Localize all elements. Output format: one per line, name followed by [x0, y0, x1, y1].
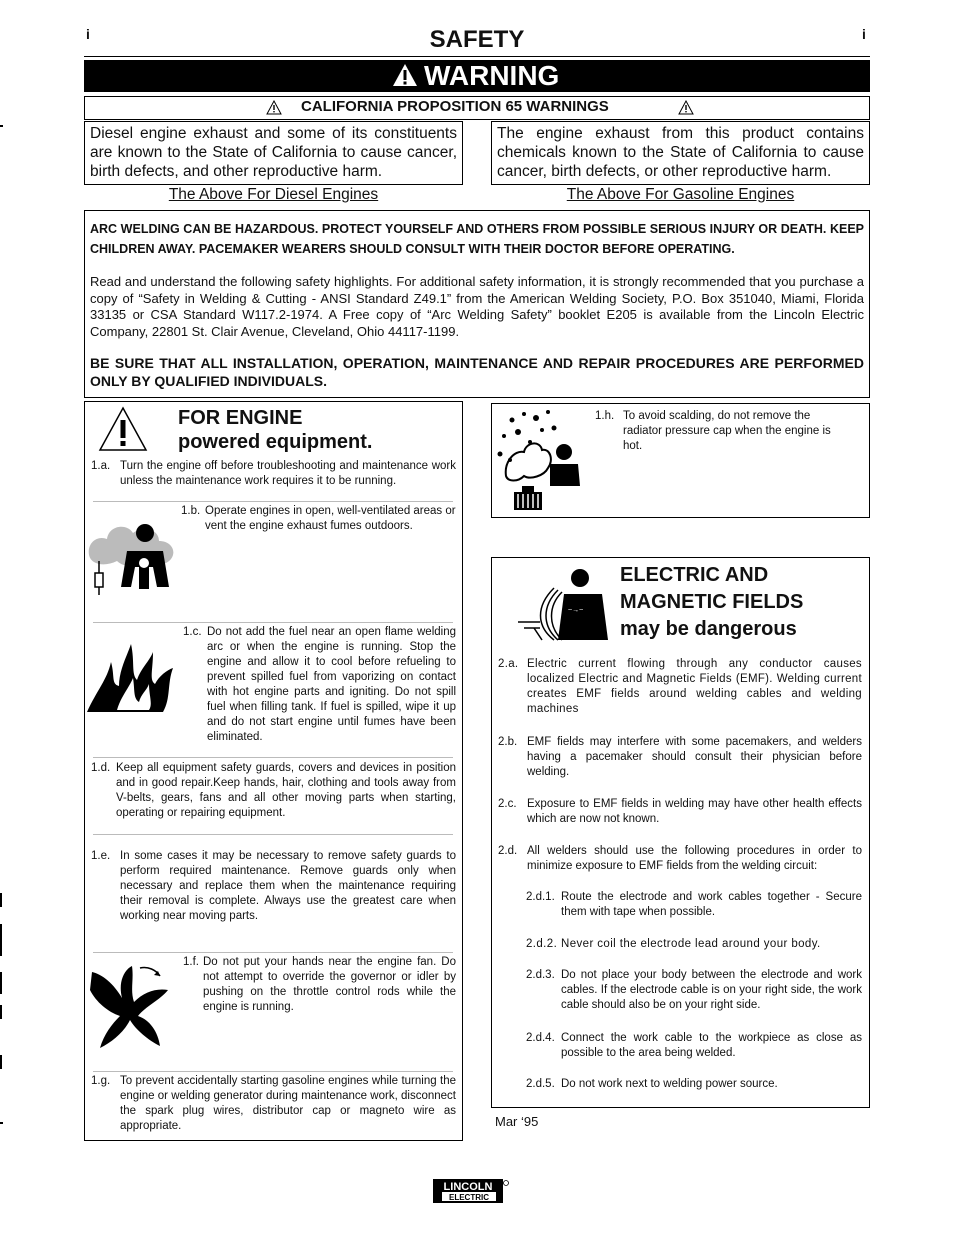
emf-item-2d1: 2.d.1. Route the electrode and work cables together - Secure them with tape when possible. — [526, 891, 862, 918]
radiator-section — [491, 403, 870, 518]
divider — [93, 1071, 453, 1072]
margin-mark — [0, 893, 2, 907]
welder-emf-icon — [518, 566, 610, 642]
gasoline-warning-box: The engine exhaust from this product contains chemicals known to the State of California to cause cancer, birth defects, or other reproductive harm. — [491, 121, 870, 185]
radiator-steam-icon — [494, 406, 580, 512]
emf-item-2a: 2.a. Electric current flowing through any conductor causes localized Electric and Magnetic Fields (EMF). Welding current creates EMF fields around welding cables and welding machines — [498, 658, 862, 715]
gasoline-caption: The Above For Gasoline Engines — [566, 186, 795, 203]
warning-triangle-icon — [98, 406, 148, 452]
prop65-header — [84, 96, 870, 120]
fire-flame-icon — [87, 640, 177, 714]
margin-mark — [0, 972, 2, 994]
warning-triangle-icon — [392, 63, 418, 87]
engine-item-1g: 1.g. To prevent accidentally starting gasoline engines while turning the engine or welding generator during maintenance work, disconnect the spark plug wires, distributor cap or magneto wire as appropriate. — [91, 1075, 456, 1132]
diesel-warning-box: Diesel engine exhaust and some of its constituents are known to the State of California to cause cancer, birth defects, and other reproductive harm. — [84, 121, 463, 185]
warning-triangle-icon — [678, 100, 694, 115]
emf-item-2d3: 2.d.3. Do not place your body between the electrode and work cables. If the electrode cable is on your right side, the work cable should also be on your right side. — [526, 969, 862, 1011]
engine-section — [84, 401, 463, 1141]
engine-item-1d: 1.d. Keep all equipment safety guards, covers and devices in position and in good repair.Keep hands, hair, clothing and tools away from V-belts, gears, fans and all other moving parts when starting, operating or repairing equipment. — [91, 762, 456, 819]
page-number-right: i — [862, 26, 866, 42]
svg-text:LINCOLN: LINCOLN — [443, 1181, 493, 1193]
divider — [93, 622, 453, 623]
divider — [93, 501, 453, 502]
emf-item-2b: 2.b. EMF fields may interfere with some pacemakers, and welders having a pacemaker should consult their physician before welding. — [498, 736, 862, 778]
engine-item-1b: 1.b. Operate engines in open, well-ventilated areas or vent the engine exhaust fumes outdoors. — [181, 505, 456, 532]
page-number-left: i — [86, 26, 90, 42]
emf-item-2d5: 2.d.5. Do not work next to welding power source. — [526, 1078, 778, 1090]
divider — [93, 952, 453, 953]
page-title: SAFETY — [429, 26, 525, 53]
emf-item-2d: 2.d. All welders should use the following procedures in order to minimize exposure to EMF fields from the welding circuit: — [498, 845, 862, 872]
arc-footer: BE SURE THAT ALL INSTALLATION, OPERATION, MAINTENANCE AND REPAIR PROCEDURES ARE PERFORMED ONLY BY QUALIFIED INDIVIDUALS. — [90, 355, 864, 389]
margin-mark — [0, 1005, 2, 1019]
svg-text:ELECTRIC: ELECTRIC — [449, 1193, 489, 1202]
warning-label: WARNING — [424, 60, 560, 91]
margin-mark — [0, 125, 3, 127]
engine-heading: FOR ENGINE powered equipment. — [178, 407, 373, 453]
lincoln-electric-logo — [432, 1178, 510, 1204]
emf-section — [491, 557, 870, 1108]
divider — [93, 834, 453, 835]
hand-fan-hazard-icon — [88, 962, 172, 1052]
engine-item-1a: 1.a. Turn the engine off before troubleshooting and maintenance work unless the maintenance work requires it to be running. — [91, 460, 456, 487]
svg-text:~→~: ~→~ — [568, 607, 584, 614]
emf-heading: ELECTRIC AND MAGNETIC FIELDS may be dangerous — [620, 564, 804, 640]
divider — [93, 757, 453, 758]
revision-date: Mar ‘95 — [495, 1114, 539, 1129]
prop65-title: CALIFORNIA PROPOSITION 65 WARNINGS — [301, 98, 609, 115]
margin-mark — [0, 924, 2, 956]
margin-mark — [0, 1122, 3, 1124]
emf-item-2d2: 2.d.2. Never coil the electrode lead around your body. — [526, 938, 821, 950]
exhaust-fumes-icon — [87, 515, 177, 595]
margin-mark — [0, 1055, 2, 1069]
warning-banner — [84, 60, 870, 92]
title-rule — [84, 56, 870, 57]
emf-item-2d4: 2.d.4. Connect the work cable to the workpiece as close as possible to the area being welded. — [526, 1032, 862, 1059]
warning-triangle-icon — [266, 100, 282, 115]
engine-item-1h: 1.h. To avoid scalding, do not remove the radiator pressure cap when the engine is hot. — [595, 410, 831, 452]
arc-body: Read and understand the following safety highlights. For additional safety information, it is strongly recommended that you purchase a copy of “Safety in Welding & Cutting - ANSI Standard Z49.1” from the American Welding Society, P.O. Box 351040, Miami, Florida 33135 or CSA Standard W117.2-1974. A Free copy of “Arc Welding Safety” booklet E205 is available from the Lincoln Electric Company, 22801 St. Clair Avenue, Cleveland, Ohio 44117-1199. — [90, 274, 864, 339]
emf-item-2c: 2.c. Exposure to EMF fields in welding may have other health effects which are now not known. — [498, 798, 862, 825]
diesel-caption: The Above For Diesel Engines — [168, 186, 379, 203]
engine-item-1f: 1.f. Do not put your hands near the engine fan. Do not attempt to override the governor or idler by pushing on the throttle control rods while the engine is running. — [183, 956, 456, 1013]
arc-headline: ARC WELDING CAN BE HAZARDOUS. PROTECT YOURSELF AND OTHERS FROM POSSIBLE SERIOUS INJURY OR DEATH. KEEP CHILDREN AWAY. PACEMAKER WEARERS SHOULD CONSULT WITH THEIR DOCTOR BEFORE OPERATING. — [90, 222, 864, 256]
engine-item-1c: 1.c. Do not add the fuel near an open flame welding arc or when the engine is running. Stop the engine and allow it to cool before refueling to prevent spilled fuel from vaporizing on contact with hot engine parts and igniting. Do not spill fuel when filling tank. If fuel is spilled, wipe it up and do not start engine until fumes have been eliminated. — [183, 626, 456, 743]
engine-item-1e: 1.e. In some cases it may be necessary to remove safety guards to perform required maintenance. Remove guards only when necessary and replace them when the maintenance requiring their removal is complete. Always use the greatest care when working near moving parts. — [91, 850, 456, 922]
arc-welding-notice — [84, 210, 870, 398]
